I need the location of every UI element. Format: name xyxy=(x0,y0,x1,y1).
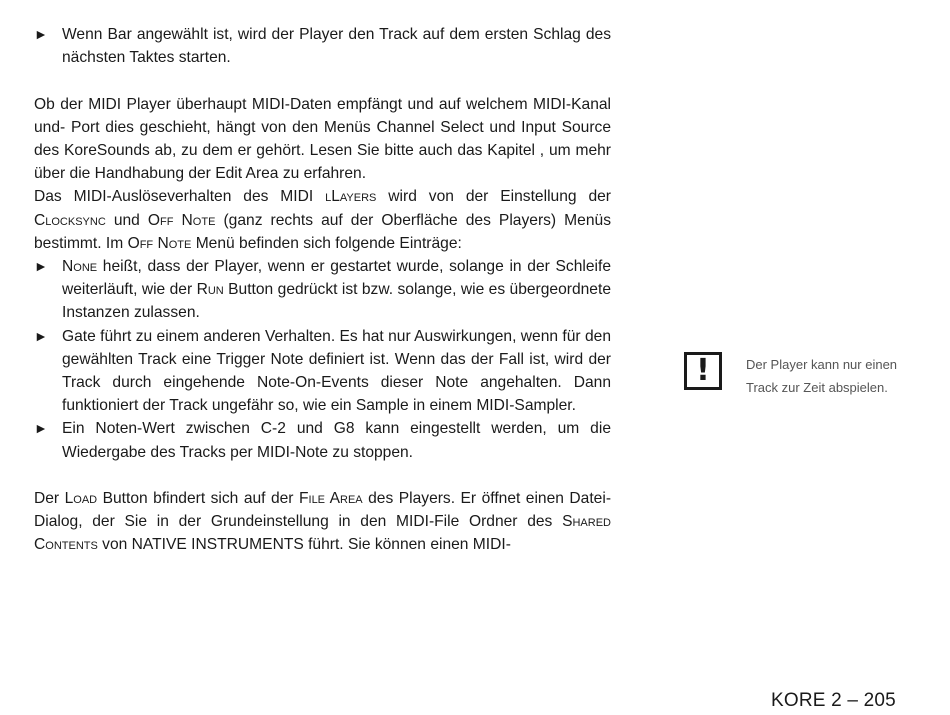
smallcaps-term: Load xyxy=(64,490,98,508)
list-item xyxy=(34,325,611,418)
smallcaps-term: Off Note xyxy=(127,234,192,252)
paragraph xyxy=(34,487,611,557)
paragraph-gap xyxy=(34,69,611,92)
margin-note-text: Der Player kann nur einen Track zur Zeit abspielen. xyxy=(746,357,898,395)
smallcaps-term: File Area xyxy=(298,490,363,508)
paragraph xyxy=(34,185,611,255)
text-run: Button gedrückt ist bzw. solange, wie es übergeordnete Instanzen zulassen. xyxy=(62,281,611,322)
text-run: des Players. Er öffnet einen Datei-Dialog, der Sie in der Grundeinstellung in den MIDI-File Ordner des xyxy=(34,490,612,531)
bullet-text: Gate führt zu einem anderen Verhalten. Es hat nur Auswirkungen, wenn für den gewählten Track eine Trigger Note definiert ist. Wenn das der Fall ist, wird der Track durch eingehende Note-On-Events dieser Note angehalten. Dann funktioniert der Track ungefähr so, wie ein Sample in einem MIDI-Sampler. xyxy=(62,327,611,415)
list-item xyxy=(34,23,611,69)
page-footer: KORE 2 – 205 xyxy=(771,690,896,711)
list-item xyxy=(34,417,611,463)
warning-icon: ! xyxy=(684,352,722,390)
paragraph-gap xyxy=(34,464,611,487)
bullet-arrow-icon: ► xyxy=(34,327,48,344)
text-run: (ganz rechts auf der Oberfläche des Players) Menüs bestimmt. Im xyxy=(34,211,611,252)
smallcaps-term: lLayers xyxy=(325,188,377,206)
text-run: Button bfindert sich auf der xyxy=(97,490,299,508)
bullet-arrow-icon: ► xyxy=(34,26,48,42)
bullet-arrow-icon: ► xyxy=(34,420,48,437)
text-run: wird von der Einstellung der xyxy=(376,188,611,206)
smallcaps-term: Run xyxy=(196,281,224,299)
smallcaps-term: Clocksync xyxy=(34,211,106,229)
bullet-text: Ein Noten-Wert zwischen C-2 und G8 kann eingestellt werden, um die Wiedergabe des Tracks per MIDI-Note zu stoppen. xyxy=(62,420,611,461)
main-text-column xyxy=(34,23,611,557)
text-run: Das MIDI-Auslöseverhalten des MIDI xyxy=(34,188,326,206)
text-run: Menü befinden sich folgende Einträge: xyxy=(191,234,462,252)
bullet-arrow-icon: ► xyxy=(34,258,48,275)
text-run: und xyxy=(105,211,148,229)
paragraph: Ob der MIDI Player überhaupt MIDI-Daten empfängt und auf welchem MIDI-Kanal und- Port dies geschieht, hängt von den Menüs Channel Select und Input Source des KoreSounds ab, zu dem er gehört. Lesen Sie bitte auch das Kapitel , um mehr über die Handhabung der Edit Area zu erfahren. xyxy=(34,95,611,183)
text-run: Der xyxy=(34,490,65,508)
text-run: heißt, dass der Player, wenn er gestartet wurde, solange in der Schleife weiterläuft, wie der xyxy=(62,258,611,299)
smallcaps-term: Shared Contents xyxy=(34,513,611,554)
text-run: von NATIVE INSTRUMENTS führt. Sie können einen MIDI- xyxy=(97,536,511,554)
smallcaps-term: Off Note xyxy=(147,211,216,229)
smallcaps-term: None xyxy=(62,258,98,276)
list-item xyxy=(34,255,611,325)
bullet-text: Wenn Bar angewählt ist, wird der Player den Track auf dem ersten Schlag des nächsten Taktes starten. xyxy=(62,26,611,67)
